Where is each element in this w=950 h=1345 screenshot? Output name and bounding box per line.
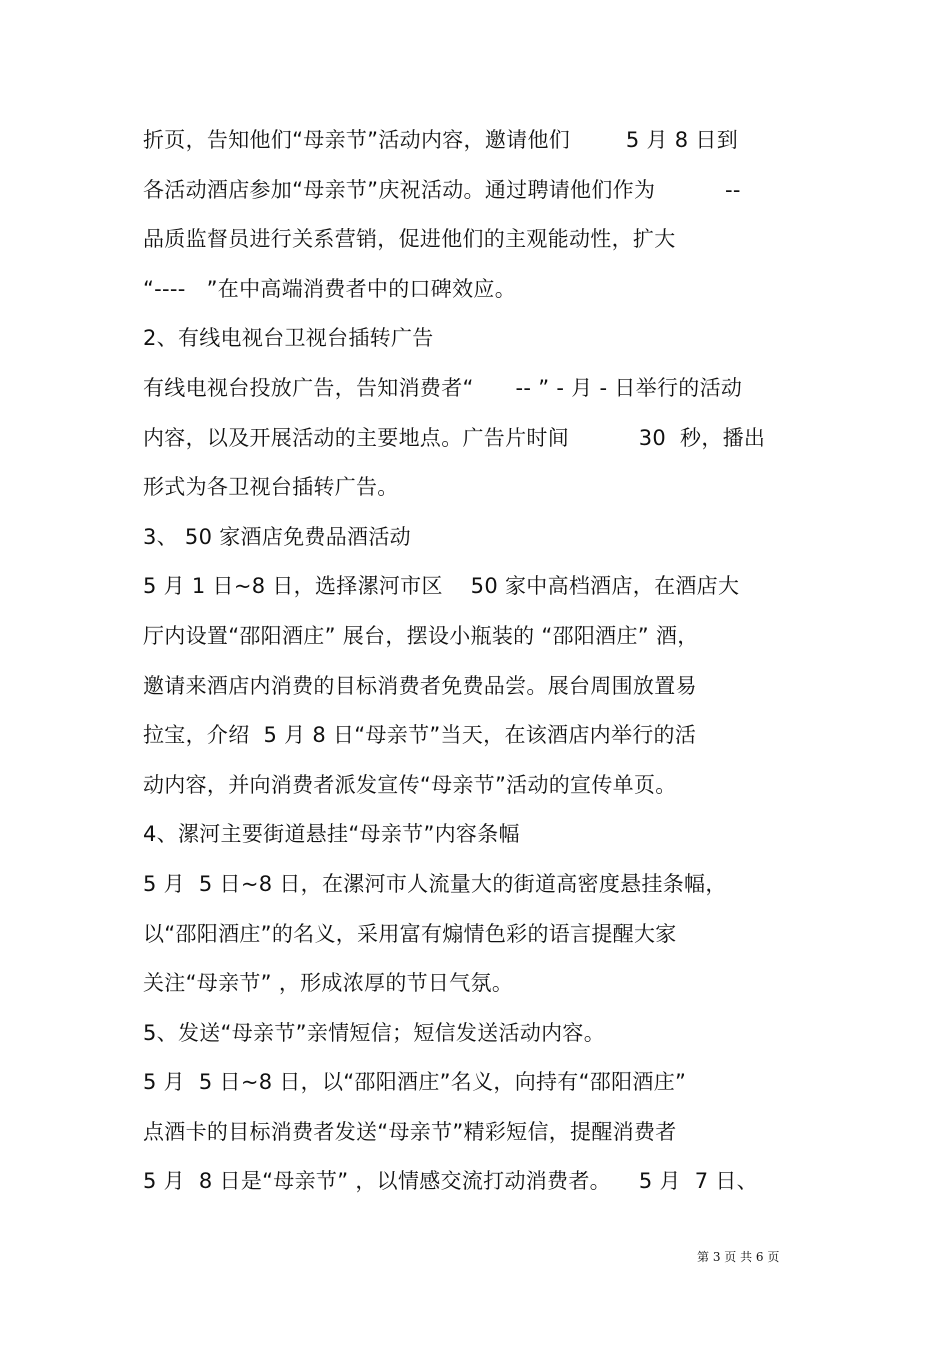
text-line: 厅内设置“邵阳酒庄” 展台，摆设小瓶装的 “邵阳酒庄” 酒， <box>143 623 699 648</box>
text-line: 内容，以及开展活动的主要地点。广告片时间 30 秒，播出 <box>143 425 766 450</box>
section-heading: 5、发送“母亲节”亲情短信；短信发送活动内容。 <box>143 1020 606 1045</box>
text-line: 形式为各卫视台插转广告。 <box>143 475 399 500</box>
text-line: 折页，告知他们“母亲节”活动内容，邀请他们 5 月 8 日到 <box>143 128 739 152</box>
text-line: 邀请来酒店内消费的目标消费者免费品尝。展台周围放置易 <box>143 673 697 698</box>
text-line: 动内容，并向消费者派发宣传“母亲节”活动的宣传单页。 <box>143 772 677 797</box>
page-number-footer: 第 3 页 共 6 页 <box>697 1250 780 1264</box>
section-heading: 4、漯河主要街道悬挂“母亲节”内容条幅 <box>143 822 520 847</box>
text-line: 关注“母亲节” ，形成浓厚的节日气氛。 <box>143 971 514 996</box>
text-line: 品质监督员进行关系营销，促进他们的主观能动性，扩大 <box>143 227 676 252</box>
document-body <box>143 122 823 1213</box>
text-line: 5 月 5 日~8 日，在漯河市人流量大的街道高密度悬挂条幅， <box>143 871 727 896</box>
text-line: 拉宝，介绍 5 月 8 日“母亲节”当天，在该酒店内举行的活 <box>143 723 697 748</box>
section-heading: 3、 50 家酒店免费品酒活动 <box>143 524 411 549</box>
text-line: 点酒卡的目标消费者发送“母亲节”精彩短信，提醒消费者 <box>143 1119 677 1144</box>
text-line: 5 月 1 日~8 日，选择漯河市区 50 家中高档酒店，在酒店大 <box>143 574 740 599</box>
section-heading: 2、有线电视台卫视台插转广告 <box>143 326 434 351</box>
text-line: 5 月 5 日~8 日，以“邵阳酒庄”名义，向持有“邵阳酒庄” <box>143 1070 687 1095</box>
text-line: 有线电视台投放广告，告知消费者“ -- ” - 月 - 日举行的活动 <box>143 375 743 400</box>
text-line: 以“邵阳酒庄”的名义，采用富有煽情色彩的语言提醒大家 <box>143 921 677 946</box>
text-line: 5 月 8 日是“母亲节” ，以情感交流打动消费者。 5 月 7 日、 <box>143 1169 758 1194</box>
text-line: 各活动酒店参加“母亲节”庆祝活动。通过聘请他们作为 -- <box>143 177 741 202</box>
text-line: “---- ”在中高端消费者中的口碑效应。 <box>143 276 516 301</box>
